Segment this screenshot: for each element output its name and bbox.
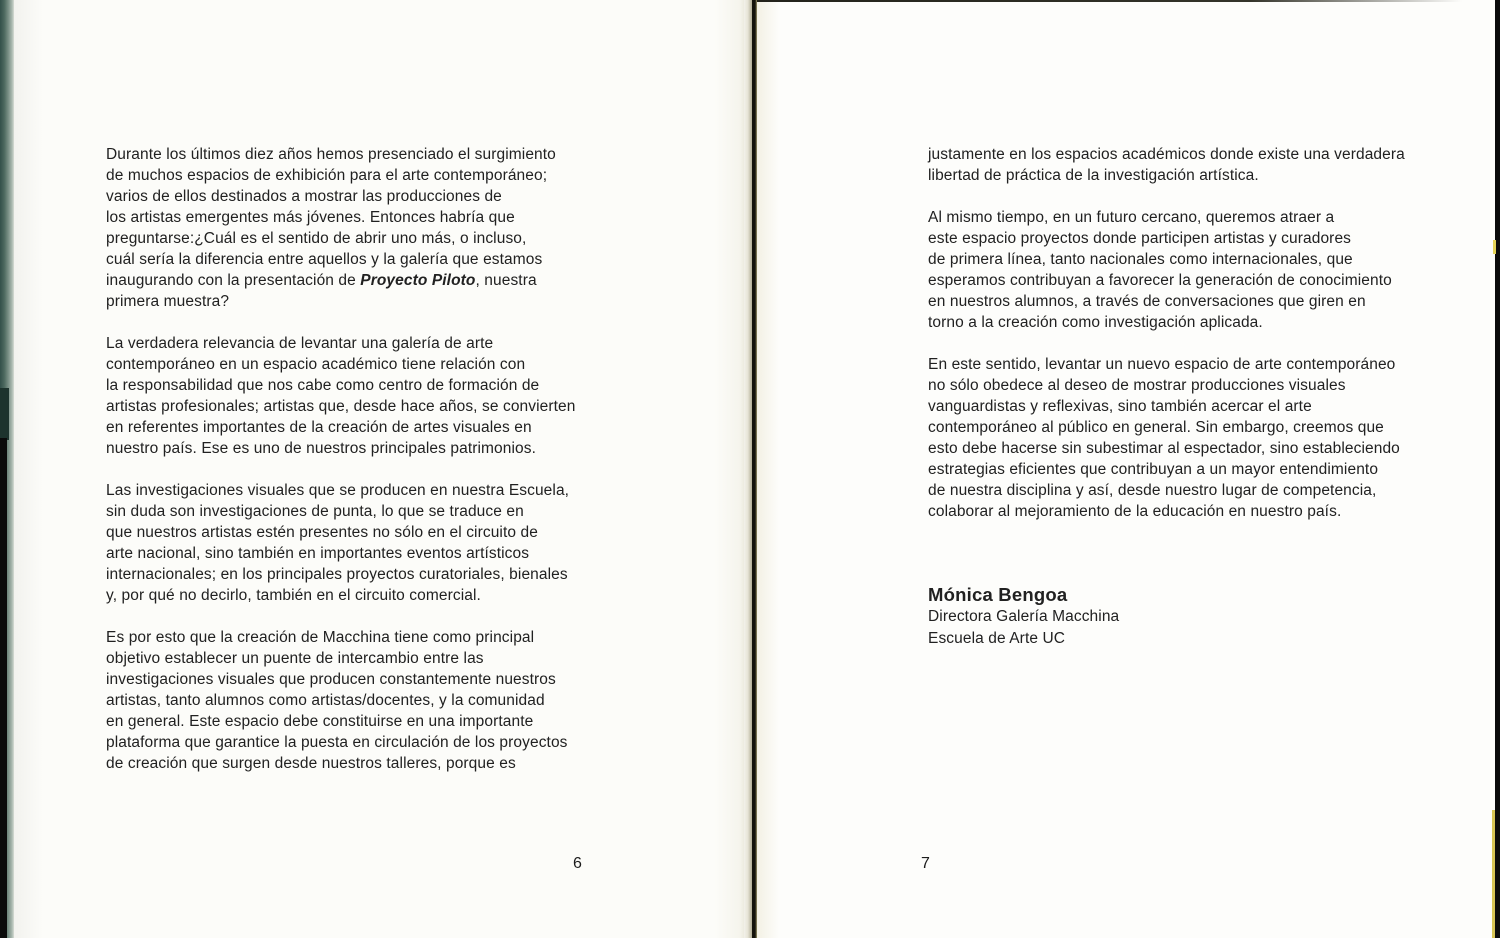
paragraph — [106, 480, 636, 606]
text-line: estrategias eficientes que contribuyan a un mayor entendimiento — [928, 461, 1379, 478]
text-line: en nuestros alumnos, a través de conversaciones que giren en — [928, 293, 1366, 310]
text-line: objetivo establecer un puente de intercambio entre las — [106, 650, 484, 667]
text-line: en general. Este espacio debe constituirse en una importante — [106, 713, 534, 730]
text-line: artistas, tanto alumnos como artistas/docentes, y la comunidad — [106, 692, 545, 709]
text-line: internacionales; en los principales proyectos curatoriales, bienales — [106, 566, 568, 583]
text-line: artistas profesionales; artistas que, desde hace años, se convierten — [106, 398, 576, 415]
text-line: La verdadera relevancia de levantar una galería de arte — [106, 335, 494, 352]
paragraph — [928, 354, 1448, 522]
text-line: de primera línea, tanto nacionales como internacionales, que — [928, 251, 1353, 268]
text-line: contemporáneo en un espacio académico tiene relación con — [106, 356, 526, 373]
text-line: inaugurando con la presentación de Proyecto Piloto, nuestra — [106, 272, 537, 289]
text-line: cuál sería la diferencia entre aquellos y la galería que estamos — [106, 251, 543, 268]
book-spine-line — [752, 0, 755, 938]
left-page-text — [106, 144, 636, 795]
signature-block — [928, 584, 1448, 650]
page-top-edge-shadow — [757, 0, 1462, 2]
text-line: Las investigaciones visuales que se producen en nuestra Escuela, — [106, 482, 570, 499]
text-line: Durante los últimos diez años hemos presenciado el surgimiento — [106, 146, 556, 163]
signature-title: Directora Galería Macchina — [928, 608, 1120, 625]
right-page — [757, 0, 1495, 938]
text-line: esperamos contribuyan a favorecer la generación de conocimiento — [928, 272, 1392, 289]
text-line: vanguardistas y reflexivas, sino también acercar el arte — [928, 398, 1312, 415]
paragraph — [106, 144, 636, 312]
text-line: de creación que surgen desde nuestros talleres, porque es — [106, 755, 516, 772]
signature-institution: Escuela de Arte UC — [928, 630, 1066, 647]
paragraph — [928, 207, 1448, 333]
paragraph — [106, 333, 636, 459]
text-line: investigaciones visuales que producen constantemente nuestros — [106, 671, 556, 688]
cover-edge-black-strip — [0, 438, 7, 938]
signature-name: Mónica Bengoa — [928, 584, 1068, 605]
paragraph — [106, 627, 636, 774]
text-line: plataforma que garantice la puesta en circulación de los proyectos — [106, 734, 568, 751]
text-line: este espacio proyectos donde participen artistas y curadores — [928, 230, 1352, 247]
book-cover-edge — [0, 0, 14, 938]
text-line: los artistas emergentes más jóvenes. Entonces habría que — [106, 209, 515, 226]
text-line: torno a la creación como investigación aplicada. — [928, 314, 1263, 331]
text-line: esto debe hacerse sin subestimar al espectador, sino estableciendo — [928, 440, 1400, 457]
page-edge-gold-strip — [1492, 810, 1495, 938]
paragraph — [928, 144, 1448, 186]
text-line: contemporáneo al público en general. Sin embargo, creemos que — [928, 419, 1384, 436]
text-line: no sólo obedece al deseo de mostrar producciones visuales — [928, 377, 1346, 394]
text-line: varios de ellos destinados a mostrar las producciones de — [106, 188, 502, 205]
right-page-text — [928, 144, 1448, 650]
text-line: nuestro país. Ese es uno de nuestros principales patrimonios. — [106, 440, 537, 457]
text-line: de muchos espacios de exhibición para el arte contemporáneo; — [106, 167, 548, 184]
text-line: que nuestros artistas estén presentes no sólo en el circuito de — [106, 524, 538, 541]
text-line: Al mismo tiempo, en un futuro cercano, queremos atraer a — [928, 209, 1335, 226]
page-number-left: 6 — [573, 855, 582, 872]
page-number-right: 7 — [921, 855, 930, 872]
text-line: arte nacional, sino también en importantes eventos artísticos — [106, 545, 530, 562]
page-edge-gold-speck — [1493, 240, 1496, 254]
text-line: de nuestra disciplina y así, desde nuestro lugar de competencia, — [928, 482, 1377, 499]
page-right-edge-shadow — [1495, 0, 1500, 938]
text-line: en referentes importantes de la creación de artes visuales en — [106, 419, 532, 436]
cover-edge-shadow — [0, 388, 9, 440]
text-line: primera muestra? — [106, 293, 230, 310]
text-line: la responsabilidad que nos cabe como centro de formación de — [106, 377, 540, 394]
text-line: En este sentido, levantar un nuevo espacio de arte contemporáneo — [928, 356, 1396, 373]
text-line: libertad de práctica de la investigación artística. — [928, 167, 1259, 184]
left-page — [14, 0, 744, 938]
text-line: Es por esto que la creación de Macchina tiene como principal — [106, 629, 535, 646]
text-line: colaborar al mejoramiento de la educación en nuestro país. — [928, 503, 1342, 520]
text-line: y, por qué no decirlo, también en el circuito comercial. — [106, 587, 481, 604]
text-line: sin duda son investigaciones de punta, lo que se traduce en — [106, 503, 524, 520]
text-line: preguntarse:¿Cuál es el sentido de abrir uno más, o incluso, — [106, 230, 527, 247]
text-line: justamente en los espacios académicos donde existe una verdadera — [928, 146, 1405, 163]
